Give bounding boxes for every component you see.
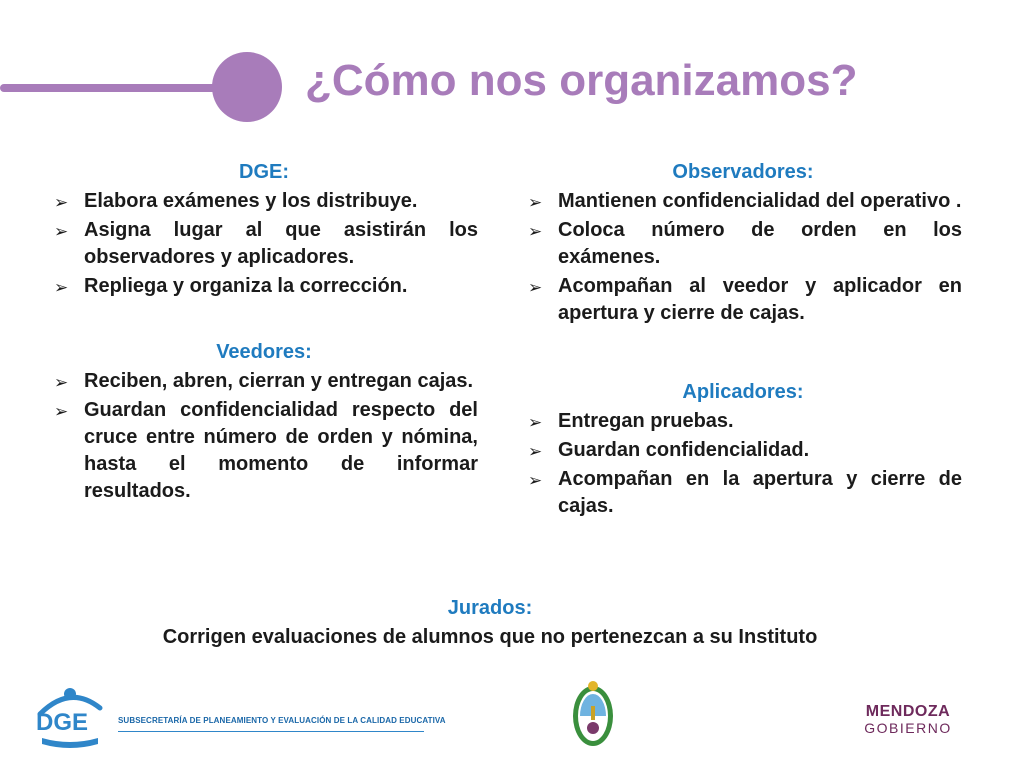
list-item-text: Repliega y organiza la corrección.: [84, 275, 408, 297]
list-item-text: Acompañan en la apertura y cierre de cajas.: [558, 468, 962, 517]
jurados-section: [40, 596, 940, 650]
veedores-section: [50, 340, 478, 507]
dge-list: [50, 188, 478, 300]
list-item: [524, 273, 962, 327]
observadores-heading: Observadores:: [672, 161, 814, 183]
list-item-text: Reciben, abren, cierran y entregan cajas.: [84, 370, 474, 392]
aplicadores-section: [524, 380, 962, 522]
gobierno-text: GOBIERNO: [864, 720, 952, 736]
title-decor-circle: [212, 52, 282, 122]
jurados-text: Corrigen evaluaciones de alumnos que no pertenezcan a su Instituto: [162, 626, 818, 648]
arrow-bullet-icon: ➢: [528, 222, 543, 242]
subsecretaria-label: SUBSECRETARÍA DE PLANEAMIENTO Y EVALUACIÓN DE LA CALIDAD EDUCATIVA: [118, 716, 424, 732]
list-item: [524, 188, 962, 215]
list-item: [524, 408, 962, 435]
aplicadores-list: [524, 408, 962, 520]
mendoza-gobierno-logo: [858, 704, 958, 736]
list-item: [50, 217, 478, 271]
list-item: [524, 437, 962, 464]
arrow-bullet-icon: ➢: [54, 402, 69, 422]
arrow-bullet-icon: ➢: [528, 193, 543, 213]
observadores-section: [524, 160, 962, 329]
list-item-text: Asigna lugar al que asistirán los observadores y aplicadores.: [84, 219, 478, 268]
arrow-bullet-icon: ➢: [54, 222, 69, 242]
title-decor-line: [0, 84, 230, 92]
veedores-heading: Veedores:: [216, 341, 312, 363]
list-item-text: Elabora exámenes y los distribuye.: [84, 190, 418, 212]
list-item-text: Mantienen confidencialidad del operativo .: [558, 190, 962, 212]
list-item: [524, 466, 962, 520]
arrow-bullet-icon: ➢: [54, 373, 69, 393]
list-item: [524, 217, 962, 271]
veedores-list: [50, 368, 478, 505]
list-item: [50, 368, 478, 395]
arrow-bullet-icon: ➢: [54, 278, 69, 298]
dge-section: [50, 160, 478, 302]
dge-heading: DGE:: [239, 161, 289, 183]
arrow-bullet-icon: ➢: [528, 413, 543, 433]
list-item-text: Guardan confidencialidad.: [558, 439, 810, 461]
mendoza-shield-icon: [568, 678, 618, 750]
arrow-bullet-icon: ➢: [54, 193, 69, 213]
list-item-text: Coloca número de orden en los exámenes.: [558, 219, 962, 268]
list-item: [50, 397, 478, 505]
arrow-bullet-icon: ➢: [528, 471, 543, 491]
arrow-bullet-icon: ➢: [528, 442, 543, 462]
mendoza-text: MENDOZA: [865, 703, 951, 720]
observadores-list: [524, 188, 962, 327]
aplicadores-heading: Aplicadores:: [682, 381, 804, 403]
dge-logo-icon: [30, 682, 110, 752]
list-item-text: Entregan pruebas.: [558, 410, 734, 432]
jurados-heading: Jurados:: [447, 597, 533, 619]
dge-logo-text: DGE: [36, 709, 89, 736]
page-title: ¿Cómo nos organizamos?: [305, 56, 858, 105]
list-item: [50, 188, 478, 215]
list-item: [50, 273, 478, 300]
list-item-text: Acompañan al veedor y aplicador en apertura y cierre de cajas.: [558, 275, 962, 324]
arrow-bullet-icon: ➢: [528, 278, 543, 298]
list-item-text: Guardan confidencialidad respecto del cruce entre número de orden y nómina, hasta el momento de informar resultados.: [84, 399, 478, 502]
